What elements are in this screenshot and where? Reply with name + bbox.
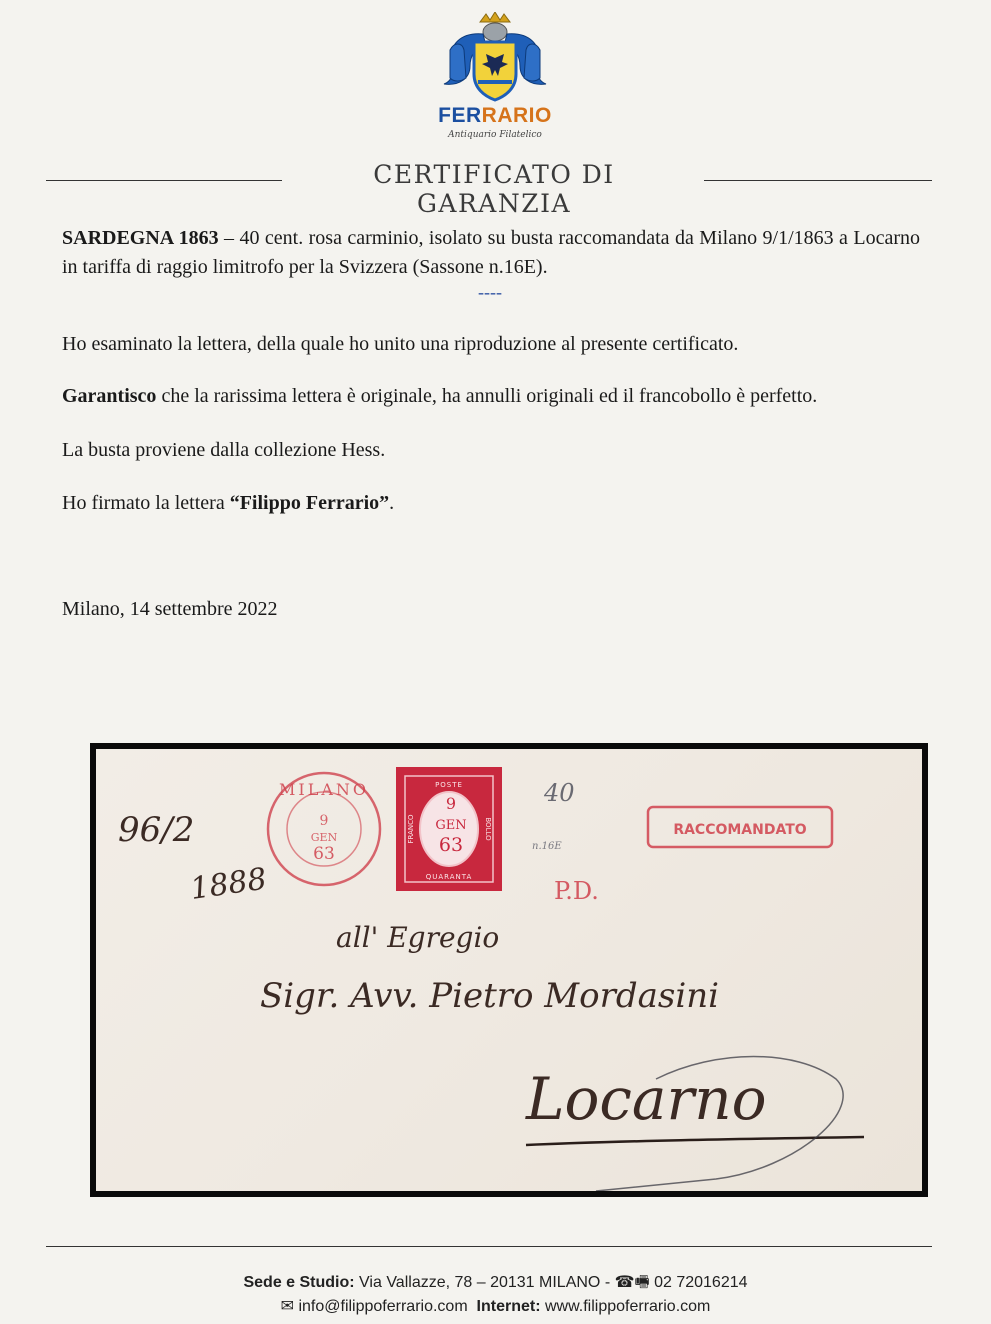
stamp-cancel-month: GEN xyxy=(435,818,467,833)
postmark-city: MILANO xyxy=(279,780,369,799)
examined-paragraph: Ho esaminato la lettera, della quale ho unito una riproduzione al presente certificato. xyxy=(62,333,739,355)
footer-website[interactable]: www.filippoferrario.com xyxy=(540,1298,711,1315)
footer-contact-line xyxy=(0,1296,991,1316)
sede-label: Sede e Studio: xyxy=(243,1274,355,1291)
heading-rule-right xyxy=(704,180,932,181)
footer-email[interactable]: info@filippoferrario.com xyxy=(294,1298,468,1315)
stamp-left-text: FRANCO xyxy=(407,814,415,844)
coat-of-arms-icon xyxy=(430,12,560,104)
signer-name: “Filippo Ferrario” xyxy=(229,492,390,514)
ferrario-logo xyxy=(430,12,560,148)
stamp-bottom-text: QUARANTA xyxy=(425,873,473,881)
postmark-day: 9 xyxy=(319,813,329,829)
footer-rule xyxy=(46,1246,932,1247)
postmark-month: GEN xyxy=(310,831,338,844)
item-details: – 40 cent. rosa carminio, isolato su busta raccomandata da Milano 9/1/1863 a Locarno in tariffa di raggio limitrofo per la Svizzera (Sassone n.16E). xyxy=(62,227,920,278)
envelope-photo-frame xyxy=(90,743,928,1197)
handwritten-ref: 96/2 xyxy=(118,810,195,850)
stamp-cancel-year: 63 xyxy=(438,834,464,856)
sardinia-stamp xyxy=(396,767,502,891)
certificate-title: CERTIFICATO DI GARANZIA xyxy=(373,160,615,218)
item-title: SARDEGNA 1863 xyxy=(62,227,219,249)
registered-handstamp xyxy=(648,807,832,847)
guarantee-label: Garantisco xyxy=(62,385,157,407)
handwritten-year: 1888 xyxy=(188,861,269,907)
registered-text: RACCOMANDATO xyxy=(673,822,807,838)
internet-label: Internet: xyxy=(476,1298,541,1315)
heading-row xyxy=(46,160,932,218)
guarantee-text: che la rarissima lettera è originale, ha annulli originali ed il francobollo è perfetto. xyxy=(156,385,818,407)
handwritten-rate: 40 xyxy=(544,779,575,807)
footer-phone: 02 72016214 xyxy=(649,1274,748,1291)
envelope-icon: ✉ xyxy=(280,1298,295,1315)
item-description xyxy=(62,224,920,282)
place-and-date: Milano, 14 settembre 2022 xyxy=(62,598,278,620)
envelope-photo xyxy=(96,749,922,1191)
provenance-paragraph: La busta proviene dalla collezione Hess. xyxy=(62,439,386,461)
envelope-drawing xyxy=(96,749,922,1191)
guarantee-paragraph xyxy=(62,382,920,411)
brand-subtitle: Antiquario Filatelico xyxy=(448,130,542,140)
address-line-2: Sigr. Avv. Pietro Mordasini xyxy=(260,976,719,1016)
address-line-3: Locarno xyxy=(526,1065,767,1133)
stamp-cancel-day: 9 xyxy=(445,794,457,813)
separator: ---- xyxy=(478,282,502,302)
signature-paragraph: Ho firmato la lettera “Filippo Ferrario”. xyxy=(62,492,395,514)
stamp-top-text: POSTE xyxy=(435,781,463,789)
footer-address: Via Vallazze, 78 – 20131 MILANO - xyxy=(354,1274,615,1291)
address-underline xyxy=(526,1137,864,1145)
brand-name: FERRARIO xyxy=(438,104,552,127)
heading-rule-left xyxy=(46,180,282,181)
milano-postmark xyxy=(268,773,380,885)
pd-mark: P.D. xyxy=(554,877,599,905)
footer-address-line xyxy=(0,1271,991,1298)
address-line-1: all' Egregio xyxy=(336,921,500,954)
phone-fax-icon: ☎🖷 xyxy=(614,1274,650,1291)
stamp-right-text: BOLLO xyxy=(484,817,492,841)
postmark-year: 63 xyxy=(313,844,335,864)
handwritten-code: n.16E xyxy=(532,841,562,852)
